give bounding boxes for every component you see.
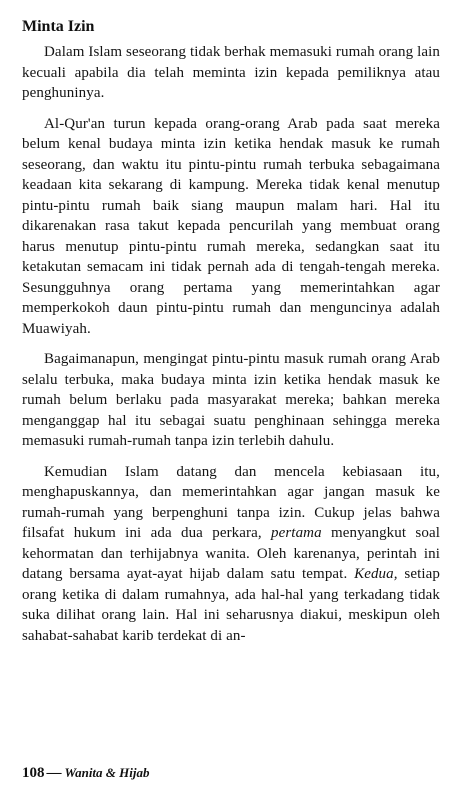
italic-term: Kedua,: [354, 566, 398, 582]
paragraph-text: setiap orang ketika di dalam rumahnya, ada hal-hal yang terkadang tidak suka dilihat orang lain. Hal ini seharusnya diakui, meskipun oleh sahabat-sahabat karib terdekat di an-: [22, 566, 440, 644]
page-number: 108: [22, 765, 45, 781]
body-text: [22, 42, 440, 656]
section-heading: Minta Izin: [22, 18, 95, 35]
paragraph-text: menyangkut soal kehormatan dan terhijabnya wanita. Oleh karenanya, perintah ini datang bersama ayat-ayat hijab dalam satu tempat.: [22, 525, 440, 582]
paragraph-text: Kemudian Islam datang dan mencela kebiasaan itu, menghapuskannya, dan memerintahkan agar jangan masuk ke rumah-rumah yang berpenghuni tanpa izin. Cukup jelas bahwa filsafat hukum ini ada dua perkara,: [22, 463, 440, 541]
paragraph-text: Al-Qur'an turun kepada orang-orang Arab pada saat mereka belum kenal budaya minta izin ketika hendak masuk ke rumah seseorang, dan waktu itu pintu-pintu rumah terbuka sebagaimana keadaan kita sekarang di kampung. Mereka tidak kenal menutup pintu-pintu rumah baik siang maupun malam hari. Hal itu dikarenakan rasa takut kepada pencurilah yang membuat orang harus menutup pintu-pintu rumah mereka, sedangkan saat itu ketakutan semacam ini tidak pernah ada di tengah-tengah mereka. Sesungguhnya orang pertama yang memerintahkan agar memperkokoh daun pintu-pintu rumah dan menguncinya adalah Muawiyah.: [22, 115, 440, 337]
paragraph-text: Bagaimanapun, mengingat pintu-pintu masuk rumah orang Arab selalu terbuka, maka budaya minta izin ketika hendak masuk ke rumah belum berlaku pada masyarakat mereka; bahkan mereka menganggap hal itu sebagai suatu penghinaan sehingga mereka memasuki rumah-rumah tanpa izin terlebih dahulu.: [22, 351, 440, 449]
running-book-title: Wanita & Hijab: [64, 765, 150, 780]
paragraph: [22, 114, 440, 340]
paragraph-text: Dalam Islam seseorang tidak berhak memasuki rumah orang lain kecuali apabila dia telah meminta izin kepada pemiliknya atau penghuninya.: [22, 44, 440, 101]
footer-dash: —: [46, 765, 62, 781]
italic-term: pertama: [271, 525, 322, 541]
paragraph: [22, 42, 440, 104]
paragraph: [22, 349, 440, 452]
page-footer: [22, 763, 150, 783]
paragraph: [22, 462, 440, 647]
